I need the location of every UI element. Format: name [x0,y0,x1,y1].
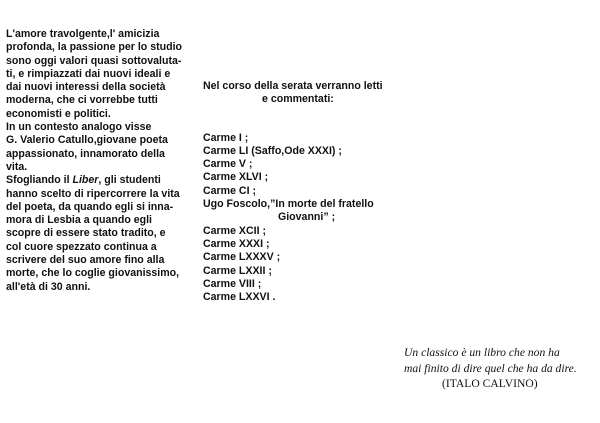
program-intro: e commentati: [262,93,334,106]
program-item: Carme CI ; [203,184,256,197]
liber-before: Sfogliando il [6,174,73,187]
program-item: Carme LXXII ; [203,264,272,277]
quote-author: (ITALO CALVINO) [442,377,538,391]
intro-line: G. Valerio Catullo,giovane poeta [6,134,168,147]
intro-line: appassionato, innamorato della [6,147,165,160]
program-item: Carme VIII ; [203,277,262,290]
intro-line: economisti e politici. [6,107,111,120]
calvino-quote [404,345,600,392]
intro-line: del poeta, da quando egli si inna- [6,200,174,213]
program-list [203,132,403,305]
program-item: Carme XLVI ; [203,171,269,184]
program-item: Carme XCII ; [203,224,266,237]
program-item: Carme LXXVI . [203,291,276,304]
program-item: Carme LXXXV ; [203,251,281,264]
liber-title: Liber [72,174,99,187]
intro-line: scopre di essere stato tradito, e [6,227,166,240]
program-item: Carme V ; [203,158,253,171]
quote-line: mai finito di dire quel che ha da dire. [404,361,577,375]
intro-line: col cuore spezzato continua a [6,240,157,253]
intro-line: sono oggi valori quasi sottovaluta- [6,54,182,67]
intro-line: moderna, che ci vorrebbe tutti [6,94,158,107]
program-item: Carme LI (Saffo,Ode XXXI) ; [203,144,342,157]
program-item: Carme I ; [203,131,249,144]
intro-line: scrivere del suo amore fino alla [6,254,165,267]
intro-line: all'età di 30 anni. [6,280,91,293]
intro-line: ti, e rimpiazzati dai nuovi ideali e [6,67,171,80]
intro-line: profonda, la passione per lo studio [6,41,182,54]
intro-line: vita. [6,160,28,173]
intro-line: hanno scelto di ripercorrere la vita [6,187,180,200]
program-item: Carme XXXI ; [203,237,270,250]
quote-line: Un classico è un libro che non ha [404,346,560,359]
program-section [203,80,403,304]
program-item: Giovanni” ; [278,211,336,224]
intro-line-liber [6,174,202,187]
liber-after: , gli studenti [98,174,161,187]
intro-line: In un contesto analogo visse [6,121,152,134]
program-intro: Nel corso della serata verranno letti [203,80,383,92]
intro-line: L'amore travolgente,l' amicizia [6,28,160,40]
program-item: Ugo Foscolo,”In morte del fratello [203,198,374,211]
intro-paragraph [6,28,202,294]
intro-line: dai nuovi interessi della società [6,81,166,94]
intro-line: morte, che lo coglie giovanissimo, [6,267,180,280]
intro-line: mora di Lesbia a quando egli [6,214,152,227]
